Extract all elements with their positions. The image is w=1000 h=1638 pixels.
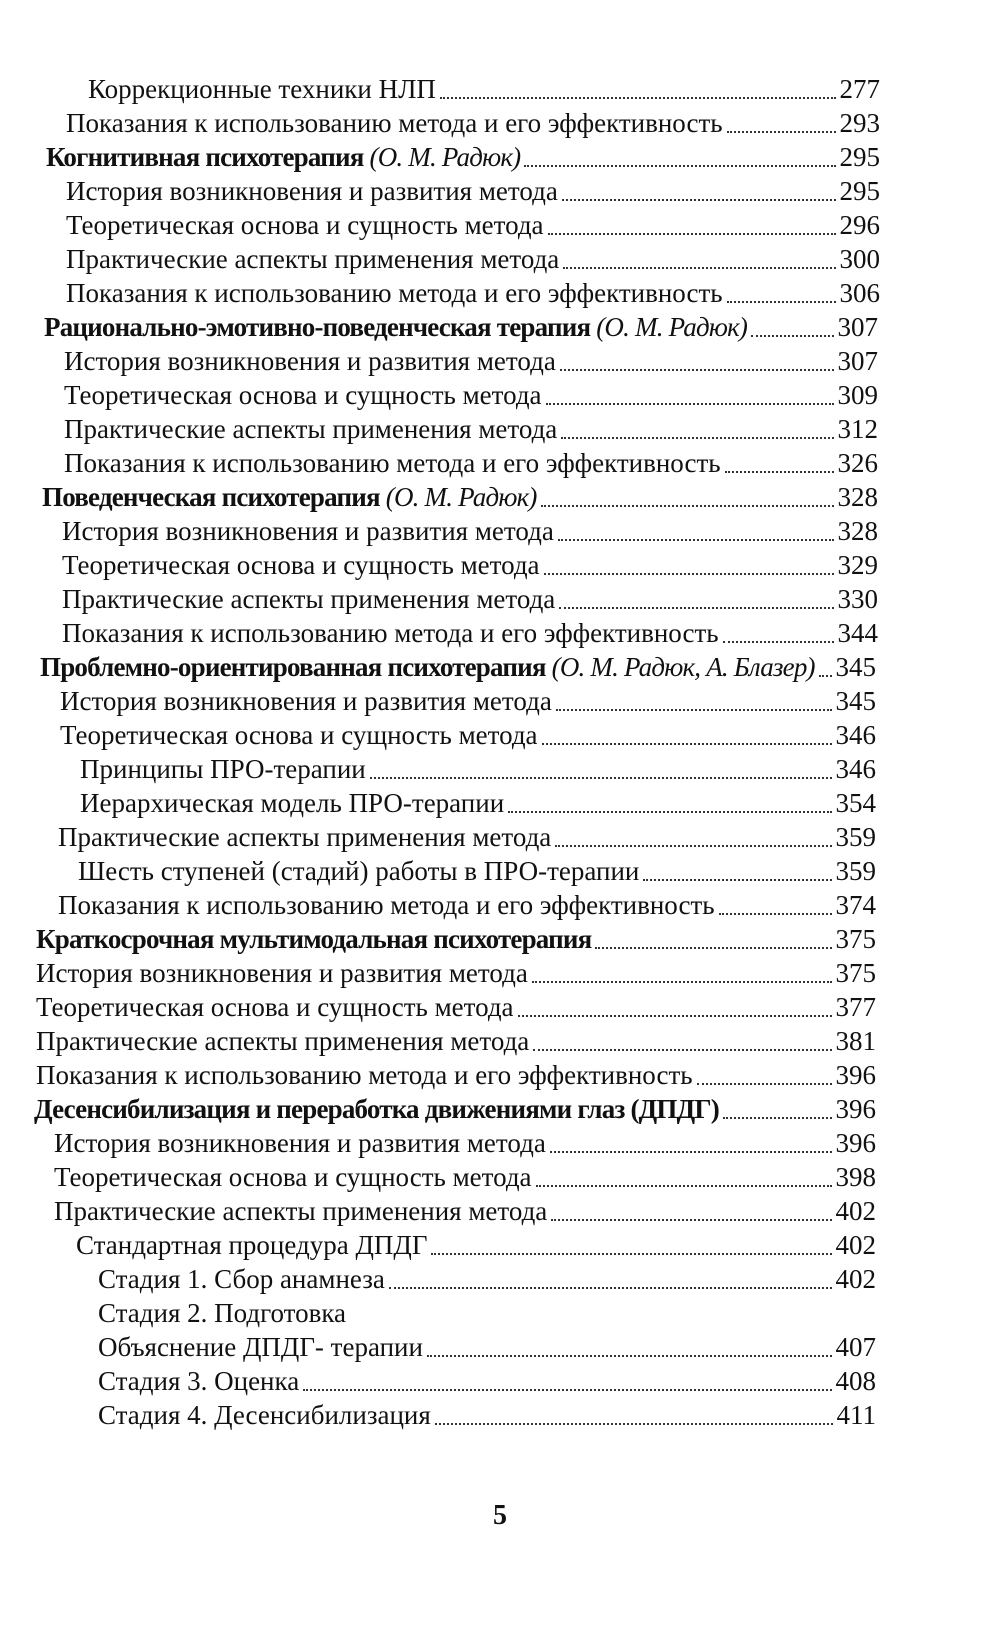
toc-entry-text: Практические аспекты применения метода (54, 1196, 548, 1226)
toc-entry-title (88, 72, 436, 106)
toc-entry-page: 411 (836, 1400, 876, 1430)
dot-leader (819, 675, 832, 677)
toc-entry-page: 354 (835, 788, 876, 818)
toc-entry-text: Практические аспекты применения метода (62, 584, 556, 614)
toc-entry-text: Шесть ступеней (стадий) работы в ПРО-терапии (78, 856, 640, 886)
toc-entry-page: 295 (839, 176, 880, 206)
toc-entry-page: 300 (839, 244, 880, 274)
dot-leader (556, 709, 832, 711)
toc-entry (0, 514, 878, 548)
dot-leader (440, 97, 836, 99)
toc-entry-title (58, 820, 551, 854)
toc-entry-text: Показания к использованию метода и его эффективность (64, 448, 721, 478)
toc-entry-text: История возникновения и развития метода (62, 516, 554, 546)
toc-entry (0, 1330, 876, 1364)
dot-leader (725, 471, 834, 473)
dot-leader (727, 131, 836, 133)
toc-entry-title (78, 854, 639, 888)
toc-entry-text: Стадия 2. Подготовка (98, 1298, 347, 1328)
toc-entry-text: Стадия 1. Сбор анамнеза (98, 1264, 385, 1294)
toc-entry-text: Практические аспекты применения метода (58, 822, 552, 852)
toc-entry (0, 888, 876, 922)
toc-entry-title (36, 922, 591, 956)
dot-leader (697, 1083, 832, 1085)
toc-entry-title (62, 582, 555, 616)
toc-entry (0, 616, 878, 650)
toc-entry-page: 344 (837, 618, 878, 648)
toc-entry-text: Стадия 3. Оценка (98, 1366, 300, 1396)
toc-entry (0, 1024, 876, 1058)
toc-entry-text: История возникновения и развития метода (36, 958, 528, 988)
toc-entry (0, 956, 876, 990)
dot-leader (563, 267, 835, 269)
toc-entry (0, 990, 876, 1024)
toc-entry (0, 208, 880, 242)
toc-entry-page: 408 (835, 1366, 876, 1396)
toc-entry-text: Показания к использованию метода и его эффективность (66, 278, 723, 308)
dot-leader (558, 539, 834, 541)
dot-leader (524, 165, 835, 167)
toc-entry-author: (О. М. Радюк) (369, 142, 521, 172)
dot-leader (555, 845, 831, 847)
toc-entry-page: 346 (835, 720, 876, 750)
dot-leader (431, 1253, 831, 1255)
dot-leader (561, 437, 833, 439)
toc-entry-title (80, 786, 504, 820)
toc-entry-title (66, 106, 723, 140)
toc-entry-title (54, 1126, 546, 1160)
toc-entry-page: 330 (837, 584, 878, 614)
dot-leader (542, 743, 832, 745)
toc-entry (0, 1058, 876, 1092)
toc-entry-title (76, 1228, 427, 1262)
toc-entry-page: 359 (835, 856, 876, 886)
toc-entry-text: Практические аспекты применения метода (36, 1026, 530, 1056)
toc-entry-text: Иерархическая модель ПРО-терапии (80, 788, 505, 818)
toc-entry-text: Десенсибилизация и переработка движениями глаз (ДПДГ) (34, 1094, 719, 1124)
toc-entry-page: 329 (837, 550, 878, 580)
toc-entry-page: 345 (835, 686, 876, 716)
dot-leader (389, 1287, 832, 1289)
toc-entry-title (80, 752, 366, 786)
toc-entry-author: (О. М. Радюк) (596, 312, 748, 342)
toc-entry-text: Проблемно-ориентированная психотерапия (40, 652, 546, 682)
toc-entry-text: Стандартная процедура ДПДГ (76, 1230, 428, 1260)
toc-entry-author: (О. М. Радюк, А. Блазер) (551, 652, 815, 682)
toc-entry-page: 402 (835, 1264, 876, 1294)
toc-entry-text: История возникновения и развития метода (66, 176, 558, 206)
toc-entry (0, 276, 880, 310)
toc-entry-text: Когнитивная психотерапия (46, 142, 364, 172)
dot-leader (723, 641, 834, 643)
dot-leader (508, 811, 831, 813)
toc-entry-title (62, 548, 540, 582)
toc-entry-text: Показания к использованию метода и его эффективность (36, 1060, 693, 1090)
toc-entry (0, 480, 878, 514)
toc-entry-page: 312 (837, 414, 878, 444)
toc-entry-title (60, 718, 538, 752)
dot-leader (560, 369, 834, 371)
toc-entry-author: (О. М. Радюк) (385, 482, 537, 512)
toc-entry-title (98, 1330, 423, 1364)
toc-entry (0, 1398, 876, 1432)
toc-entry-title (98, 1364, 299, 1398)
toc-entry-text: История возникновения и развития метода (64, 346, 556, 376)
toc-entry (0, 1160, 876, 1194)
toc-entry-title (36, 1058, 693, 1092)
toc-entry-title (36, 956, 528, 990)
toc-entry (0, 140, 880, 174)
dot-leader (370, 777, 832, 779)
dot-leader (550, 1151, 832, 1153)
toc-entry (0, 820, 876, 854)
toc-entry-page: 375 (835, 924, 876, 954)
toc-entry (0, 310, 878, 344)
toc-entry (0, 548, 878, 582)
dot-leader (562, 199, 836, 201)
toc-entry (0, 344, 878, 378)
toc-entry-page: 377 (835, 992, 876, 1022)
toc-entry-page: 396 (835, 1094, 876, 1124)
toc-entry (0, 174, 880, 208)
toc-entry-title (54, 1160, 532, 1194)
toc-entry-title (98, 1296, 346, 1330)
toc-entry-title (98, 1398, 431, 1432)
toc-entry-text: Показания к использованию метода и его эффективность (66, 108, 723, 138)
toc-entry-title (44, 310, 747, 344)
toc-entry (0, 922, 876, 956)
toc-entry-text: Показания к использованию метода и его эффективность (62, 618, 719, 648)
toc-entry-page: 295 (839, 142, 880, 172)
dot-leader (518, 1015, 832, 1017)
dot-leader (541, 505, 834, 507)
toc-entry-title (62, 514, 554, 548)
toc-entry-page: 398 (835, 1162, 876, 1192)
dot-leader (435, 1423, 833, 1425)
page-number: 5 (493, 1500, 507, 1531)
toc-entry (0, 1228, 876, 1262)
toc-entry-page: 345 (835, 652, 876, 682)
toc-entry (0, 854, 876, 888)
toc-entry-page: 396 (835, 1060, 876, 1090)
dot-leader (723, 1117, 832, 1119)
toc-entry-page: 375 (835, 958, 876, 988)
toc-entry-page: 307 (837, 346, 878, 376)
toc-entry-page: 396 (835, 1128, 876, 1158)
dot-leader (533, 1049, 831, 1051)
toc-entry-page: 374 (835, 890, 876, 920)
dot-leader (546, 403, 834, 405)
toc-entry-text: Практические аспекты применения метода (66, 244, 560, 274)
toc-entry-title (64, 378, 542, 412)
toc-entry (0, 412, 878, 446)
toc-entry-text: Практические аспекты применения метода (64, 414, 558, 444)
dot-leader (595, 947, 831, 949)
toc-entry (0, 1262, 876, 1296)
toc-entry (0, 684, 876, 718)
dot-leader (303, 1389, 831, 1391)
toc-entry (0, 650, 876, 684)
toc-entry-title (66, 208, 544, 242)
toc-entry-title (34, 1092, 719, 1126)
toc-entry (0, 106, 880, 140)
toc-entry-text: Краткосрочная мультимодальная психотерапия (36, 924, 592, 954)
dot-leader (551, 1219, 831, 1221)
toc-entry-text: Теоретическая основа и сущность метода (62, 550, 540, 580)
toc-entry-title (46, 140, 520, 174)
toc-entry-page: 326 (837, 448, 878, 478)
toc-entry (0, 242, 880, 276)
toc-entry-page: 309 (837, 380, 878, 410)
dot-leader (751, 335, 833, 337)
toc-entry-title (42, 480, 537, 514)
toc-entry-text: Теоретическая основа и сущность метода (54, 1162, 532, 1192)
toc-entry-text: Стадия 4. Десенсибилизация (98, 1400, 431, 1430)
toc-entry-text: Теоретическая основа и сущность метода (36, 992, 514, 1022)
toc-entry-text: Объяснение ДПДГ- терапии (98, 1332, 423, 1362)
toc-entry (0, 718, 876, 752)
toc-entry (0, 786, 876, 820)
table-of-contents (0, 72, 1000, 1432)
toc-entry-page: 346 (835, 754, 876, 784)
toc-entry-page: 381 (835, 1026, 876, 1056)
toc-entry-title (64, 344, 556, 378)
toc-entry (0, 1296, 876, 1330)
toc-entry-text: Рационально-эмотивно-поведенческая терапия (44, 312, 591, 342)
toc-entry-title (66, 276, 723, 310)
toc-entry-page: 277 (839, 74, 880, 104)
toc-entry-page: 306 (839, 278, 880, 308)
dot-leader (532, 981, 832, 983)
toc-entry-title (36, 1024, 529, 1058)
toc-entry-title (64, 412, 557, 446)
toc-entry-text: Показания к использованию метода и его эффективность (58, 890, 715, 920)
toc-entry-text: Теоретическая основа и сущность метода (60, 720, 538, 750)
toc-entry-text: Теоретическая основа и сущность метода (66, 210, 544, 240)
toc-entry (0, 72, 880, 106)
toc-entry-text: Принципы ПРО-терапии (80, 754, 366, 784)
toc-entry-page: 307 (837, 312, 878, 342)
toc-entry-page: 296 (839, 210, 880, 240)
dot-leader (643, 879, 831, 881)
dot-leader (544, 573, 834, 575)
toc-entry-title (66, 174, 558, 208)
dot-leader (719, 913, 832, 915)
toc-entry-page: 402 (835, 1230, 876, 1260)
toc-entry-title (66, 242, 559, 276)
toc-entry-title (64, 446, 721, 480)
toc-entry-title (60, 684, 552, 718)
toc-entry-page: 328 (837, 516, 878, 546)
toc-entry-title (62, 616, 719, 650)
toc-entry (0, 752, 876, 786)
toc-entry-text: История возникновения и развития метода (60, 686, 552, 716)
dot-leader (727, 301, 836, 303)
toc-entry-text: Коррекционные техники НЛП (88, 74, 436, 104)
toc-entry (0, 1092, 876, 1126)
toc-entry-title (54, 1194, 547, 1228)
toc-entry-page: 293 (839, 108, 880, 138)
toc-entry (0, 582, 878, 616)
dot-leader (548, 233, 836, 235)
toc-entry-title (40, 650, 815, 684)
toc-entry-page: 359 (835, 822, 876, 852)
toc-entry-title (58, 888, 715, 922)
toc-entry-text: Теоретическая основа и сущность метода (64, 380, 542, 410)
toc-entry (0, 1194, 876, 1228)
toc-entry-title (98, 1262, 385, 1296)
dot-leader (427, 1355, 832, 1357)
dot-leader (559, 607, 833, 609)
toc-entry (0, 446, 878, 480)
toc-entry-title (36, 990, 514, 1024)
toc-entry (0, 378, 878, 412)
toc-entry (0, 1126, 876, 1160)
dot-leader (536, 1185, 832, 1187)
toc-entry-text: Поведенческая психотерапия (42, 482, 380, 512)
toc-entry (0, 1364, 876, 1398)
toc-entry-page: 402 (835, 1196, 876, 1226)
toc-entry-page: 328 (837, 482, 878, 512)
toc-entry-text: История возникновения и развития метода (54, 1128, 546, 1158)
toc-entry-page: 407 (835, 1332, 876, 1362)
